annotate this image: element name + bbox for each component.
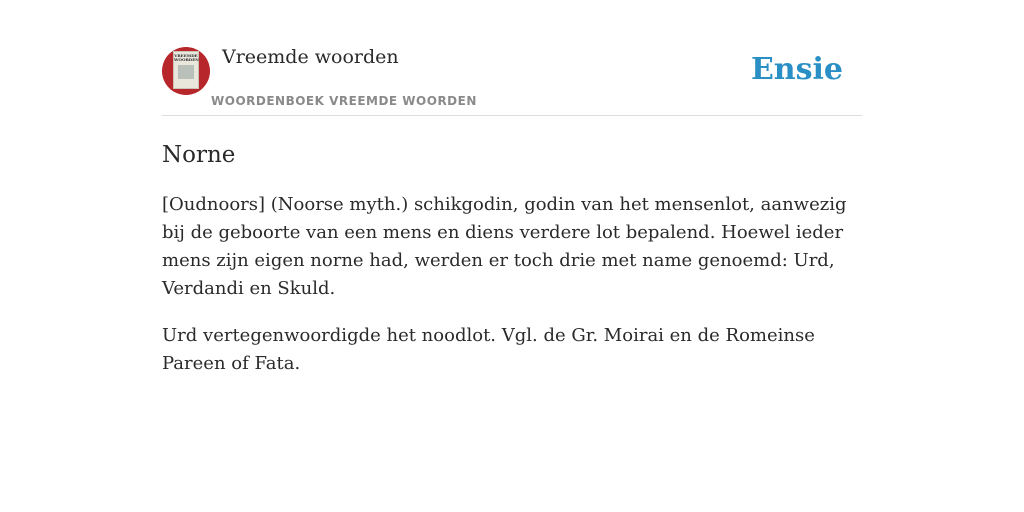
source-subtitle: WOORDENBOEK VREEMDE WOORDEN bbox=[211, 94, 477, 108]
entry-definition-paragraph: [Oudnoors] (Noorse myth.) schikgodin, godin van het mensenlot, aanwezig bij de geboorte van een mens en diens verdere lot bepalend. Hoewel ieder mens zijn eigen norne had, werden er toch drie met name genoemd: Urd, Verdandi en Skuld. bbox=[162, 194, 847, 299]
entry-definition-paragraph: Urd vertegenwoordigde het noodlot. Vgl. de Gr. Moirai en de Romeinse Pareen of Fata. bbox=[162, 325, 815, 374]
book-cover-image bbox=[173, 51, 199, 89]
ensie-logo-link[interactable]: Ensie bbox=[750, 52, 843, 87]
book-cover-illustration bbox=[178, 65, 194, 79]
entry-title: Norne bbox=[162, 142, 236, 168]
source-book-cover-avatar[interactable] bbox=[162, 47, 210, 95]
source-title-link[interactable]: Vreemde woorden bbox=[222, 46, 399, 68]
entry-header bbox=[162, 44, 862, 116]
entry-card bbox=[162, 44, 862, 378]
book-cover-title: VREEMDE WOORDEN bbox=[174, 53, 199, 62]
